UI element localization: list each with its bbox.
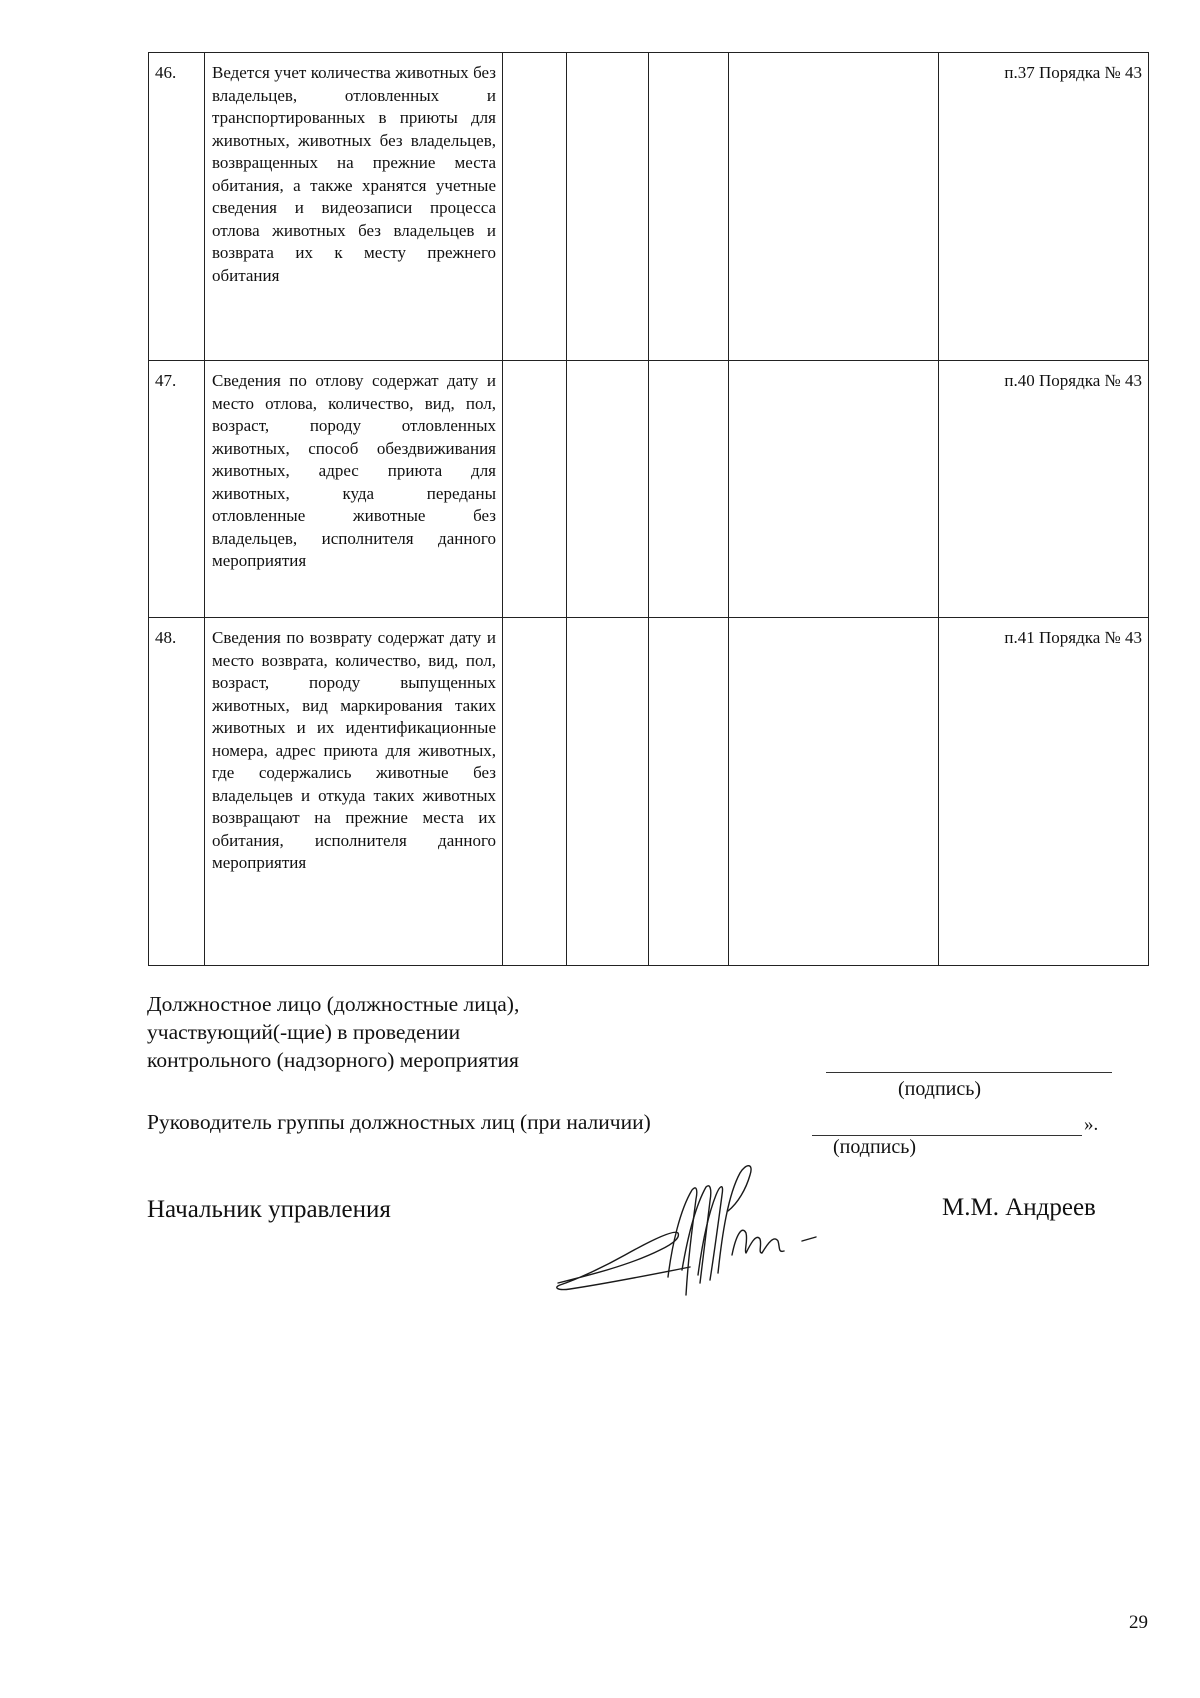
- cell-no: [567, 361, 649, 618]
- group-leader-signature-caption: (подпись): [833, 1136, 917, 1158]
- official-signature-block: [147, 990, 519, 1074]
- head-name: М.М. Андреев: [942, 1194, 1096, 1221]
- cell-note: [729, 361, 939, 618]
- official-label-line2: участвующий(-щие) в проведении: [147, 1020, 461, 1044]
- cell-yes: [503, 361, 567, 618]
- row-reference: п.37 Порядка № 43: [939, 53, 1149, 361]
- cell-na: [649, 618, 729, 966]
- head-position: Начальник управления: [147, 1196, 391, 1223]
- cell-note: [729, 618, 939, 966]
- cell-na: [649, 53, 729, 361]
- cell-na: [649, 361, 729, 618]
- official-label-line1: Должностное лицо (должностные лица),: [147, 992, 520, 1016]
- cell-no: [567, 53, 649, 361]
- row-requirement: Ведется учет количества животных без владельцев, отловленных и транспортированных в приюты для животных, животных без владельцев, возвращенных на прежние места обитания, а также хранятся учетные сведения и видеозаписи процесса отлова животных без владельцев и возврата их к месту прежнего обитания: [205, 53, 503, 361]
- official-signature-line: [826, 1072, 1112, 1073]
- checklist-table: [148, 52, 1149, 966]
- row-reference: п.40 Порядка № 43: [939, 361, 1149, 618]
- page-number: 29: [1129, 1612, 1148, 1633]
- group-leader-label: Руководитель группы должностных лиц (при наличии): [147, 1110, 651, 1134]
- table-row: [149, 53, 1149, 361]
- row-number: 47.: [149, 361, 205, 618]
- row-requirement: Сведения по отлову содержат дату и место отлова, количество, вид, пол, возраст, породу отловленных животных, способ обездвиживания животных, адрес приюта для животных, куда переданы отловленные животные без владельцев, исполнителя данного мероприятия: [205, 361, 503, 618]
- cell-no: [567, 618, 649, 966]
- group-leader-suffix: ».: [1084, 1114, 1099, 1135]
- table-row: [149, 361, 1149, 618]
- cell-yes: [503, 53, 567, 361]
- cell-note: [729, 53, 939, 361]
- row-number: 48.: [149, 618, 205, 966]
- official-signature-caption: (подпись): [898, 1078, 982, 1100]
- table-row: [149, 618, 1149, 966]
- row-requirement: Сведения по возврату содержат дату и место возврата, количество, вид, пол, возраст, породу выпущенных животных, вид маркирования таких животных и их идентификационные номера, адрес приюта для животных, где содержались животные без владельцев и откуда таких животных возвращают на прежние места их обитания, исполнителя данного мероприятия: [205, 618, 503, 966]
- official-label-line3: контрольного (надзорного) мероприятия: [147, 1048, 519, 1072]
- row-number: 46.: [149, 53, 205, 361]
- row-reference: п.41 Порядка № 43: [939, 618, 1149, 966]
- handwritten-signature-icon: [550, 1155, 850, 1305]
- cell-yes: [503, 618, 567, 966]
